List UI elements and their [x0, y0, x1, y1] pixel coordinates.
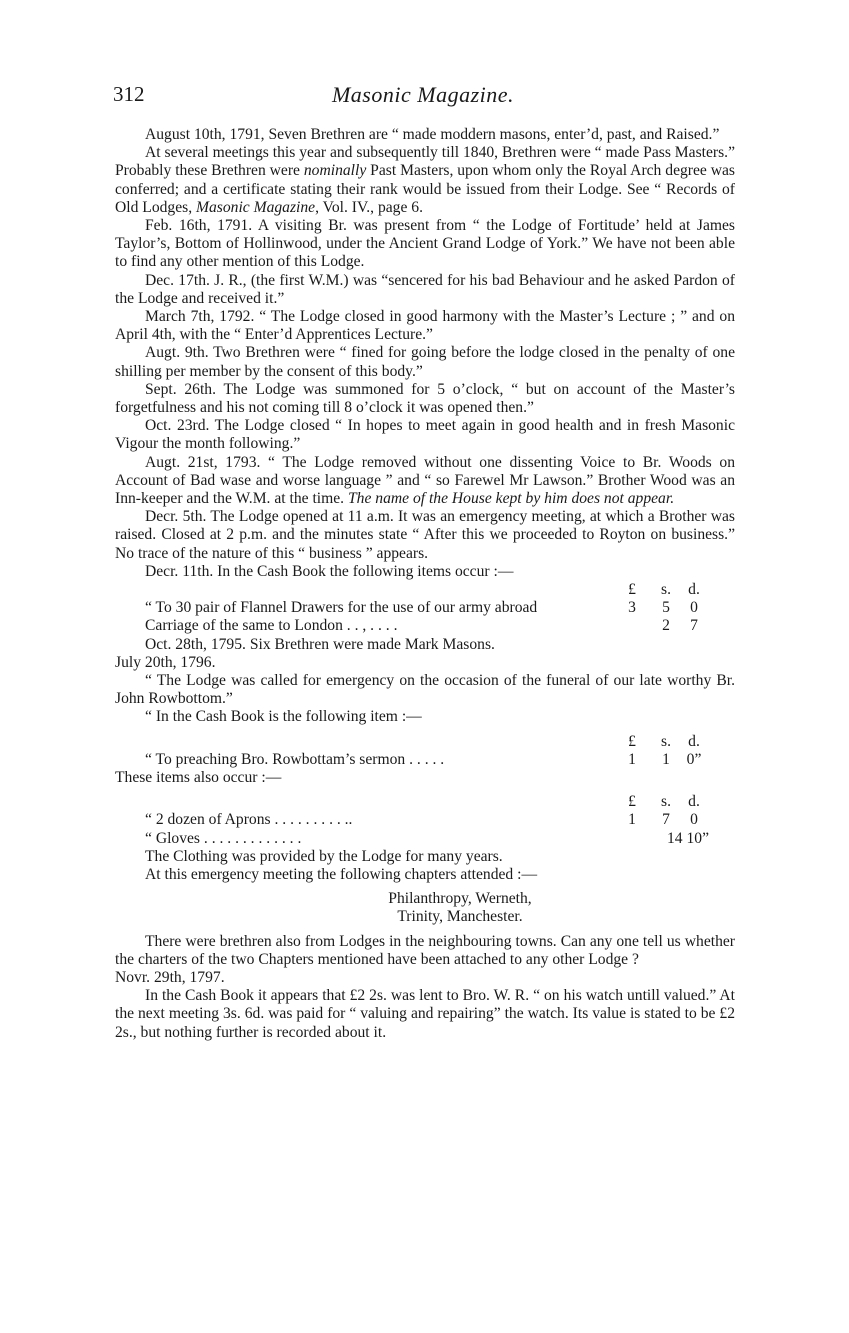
paragraph: The Clothing was provided by the Lodge for many years.: [145, 847, 503, 865]
pence-value: 0”: [686, 750, 702, 768]
pence-value: 0: [690, 599, 698, 617]
paragraph: These items also occur :—: [115, 769, 282, 787]
shillings-value: 7: [662, 811, 670, 829]
currency-header: [115, 793, 735, 811]
text-run: Augt. 21st, 1793. “ The Lodge removed without one dissenting Voice to Br. Woods on Account of Bad wase and worse language ” and “ so Farewel Mr Lawson.” Brother Wood was an Inn-keeper and the W.M. at the time.: [115, 453, 735, 508]
account-item: “ Gloves . . . . . . . . . . . . .: [145, 829, 302, 847]
paragraph: August 10th, 1791, Seven Brethren are “ made moddern masons, enter’d, past, and Raised.”: [145, 126, 720, 143]
paragraph: At this emergency meeting the following chapters attended :—: [145, 866, 538, 883]
shillings-heading: s.: [661, 793, 671, 811]
account-row: [115, 811, 735, 829]
chapter-list-line: Philanthropy, Werneth,: [388, 890, 532, 908]
running-title: Masonic Magazine.: [331, 82, 515, 107]
account-item: “ To preaching Bro. Rowbottam’s sermon . . . . .: [145, 750, 445, 768]
paragraph: Augt. 9th. Two Brethren were “ fined for going before the lodge closed in the penalty of one shilling per member by the consent of this body.”: [115, 344, 735, 380]
account-row: [115, 830, 735, 848]
paragraph: There were brethren also from Lodges in the neighbouring towns. Can any one tell us whether the charters of the two Chapters mentioned have been attached to any other Lodge ?: [115, 932, 735, 968]
account-row: [115, 617, 735, 635]
page-number: 312: [113, 82, 145, 106]
text-run: At several meetings this year and subsequently till 1840, Brethren were “ made Pass Masters.” Probably these Brethren were: [115, 144, 735, 180]
pence-heading: d.: [688, 732, 700, 750]
shillings-value: 5: [662, 599, 670, 617]
pence-value: 7: [690, 617, 698, 635]
shillings-heading: s.: [661, 581, 671, 599]
account-item: “ To 30 pair of Flannel Drawers for the use of our army abroad: [145, 599, 538, 617]
paragraph: In the Cash Book it appears that £2 2s. was lent to Bro. W. R. “ on his watch untill valued.” At the next meeting 3s. 6d. was paid for “ valuing and repairing” the watch. Its value is stated to be £2 2s., but nothing further is recorded about it.: [115, 987, 735, 1041]
shillings-value: 1: [662, 750, 670, 768]
pounds-heading: £: [628, 732, 636, 750]
account-row: [115, 599, 735, 617]
text-run: Past Masters, upon whom only the Royal Arch degree was conferred; and a certificate stating their rank would be issued from their Lodge. See “ Records of Old Lodges,: [115, 162, 735, 216]
pence-value: 0: [690, 811, 698, 829]
shillings-pence-value: 14 10”: [666, 829, 709, 847]
paragraph: “ In the Cash Book is the following item :—: [145, 708, 422, 726]
italic-text: Masonic Magazine: [196, 198, 316, 216]
pounds-value: 3: [628, 599, 636, 617]
text-run: , Vol. IV., page 6.: [315, 198, 423, 216]
paragraph: Dec. 17th. J. R., (the first W.M.) was “sencered for his bad Behaviour and he asked Pardon of the Lodge and received it.”: [115, 271, 735, 307]
date-line: Novr. 29th, 1797.: [115, 969, 225, 987]
paragraph: Feb. 16th, 1791. A visiting Br. was present from “ the Lodge of Fortitude’ held at James Taylor’s, Bottom of Hollinwood, under the Ancient Grand Lodge of York.” We have not been able to find any other mention of this Lodge.: [115, 217, 735, 271]
italic-text: nominally: [303, 162, 367, 180]
paragraph: [115, 144, 735, 217]
shillings-heading: s.: [661, 732, 671, 750]
chapter-list-line: Trinity, Manchester.: [397, 908, 523, 926]
shillings-value: 2: [662, 617, 670, 635]
pounds-heading: £: [628, 581, 636, 599]
italic-text: The name of the House kept by him does not appear.: [347, 490, 675, 508]
paragraph: Decr. 11th. In the Cash Book the following items occur :—: [145, 562, 514, 580]
paragraph: [115, 454, 735, 509]
account-item: “ 2 dozen of Aprons . . . . . . . . . ..: [145, 811, 353, 829]
pounds-value: 1: [628, 750, 636, 768]
pounds-value: 1: [628, 811, 636, 829]
pence-heading: d.: [688, 581, 700, 599]
paragraph: Sept. 26th. The Lodge was summoned for 5 o’clock, “ but on account of the Master’s forgetfulness and his not coming till 8 o’clock it was opened then.”: [115, 380, 735, 417]
account-item: Carriage of the same to London . . , . . . .: [145, 617, 398, 635]
pounds-heading: £: [628, 793, 636, 811]
currency-header: [115, 733, 735, 751]
page-header: [113, 82, 733, 112]
paragraph: Decr. 5th. The Lodge opened at 11 a.m. It was an emergency meeting, at which a Brother was raised. Closed at 2 p.m. and the minutes state “ After this we proceeded to Royton on business.” No trace of the nature of this “ business ” appears.: [115, 508, 735, 562]
currency-header: [115, 581, 735, 599]
paragraph: Oct. 28th, 1795. Six Brethren were made Mark Masons.: [145, 635, 495, 653]
pence-heading: d.: [688, 793, 700, 811]
paragraph: “ The Lodge was called for emergency on the occasion of the funeral of our late worthy Br. John Rowbottom.”: [115, 672, 735, 708]
paragraph: Oct. 23rd. The Lodge closed “ In hopes to meet again in good health and in fresh Masonic Vigour the month following.”: [115, 417, 735, 453]
account-row: [115, 751, 735, 769]
paragraph: March 7th, 1792. “ The Lodge closed in good harmony with the Master’s Lecture ; ” and on April 4th, with the “ Enter’d Apprentices Lecture.”: [115, 308, 735, 344]
article-body: [115, 126, 735, 1042]
date-line: July 20th, 1796.: [115, 653, 216, 671]
